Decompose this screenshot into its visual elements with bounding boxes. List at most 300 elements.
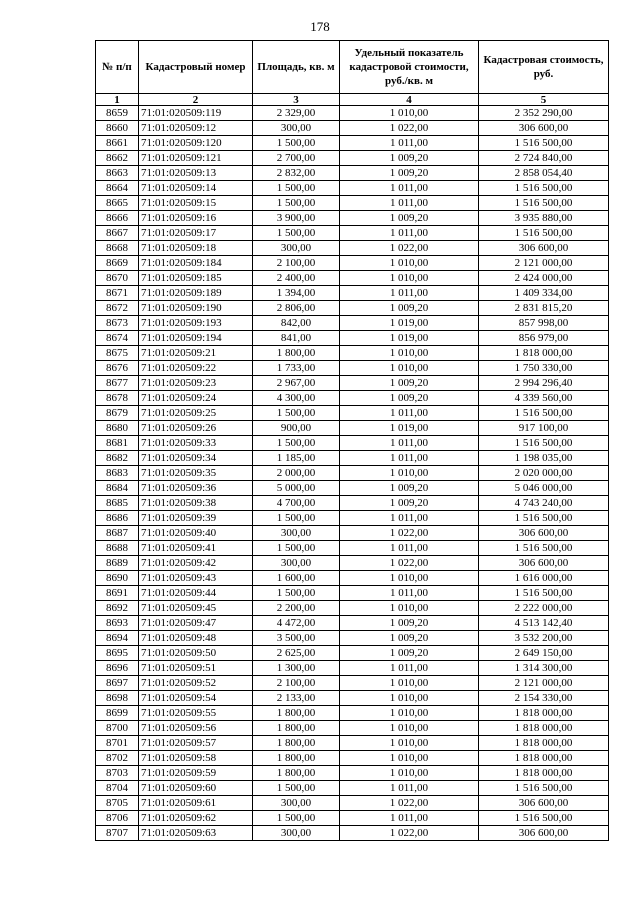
row-number-cell: 8685 — [96, 496, 139, 511]
cadastral-value-cell: 1 516 500,00 — [479, 136, 609, 151]
specific-value-cell: 1 011,00 — [340, 226, 479, 241]
area-cell: 2 329,00 — [253, 106, 340, 121]
row-number-cell: 8691 — [96, 586, 139, 601]
cadastral-number-cell: 71:01:020509:15 — [139, 196, 253, 211]
table-row — [96, 721, 609, 736]
cadastral-value-cell: 306 600,00 — [479, 241, 609, 256]
cadastral-number-cell: 71:01:020509:51 — [139, 661, 253, 676]
specific-value-cell: 1 011,00 — [340, 136, 479, 151]
specific-value-cell: 1 022,00 — [340, 121, 479, 136]
cadastral-number-cell: 71:01:020509:55 — [139, 706, 253, 721]
area-cell: 300,00 — [253, 526, 340, 541]
cadastral-number-cell: 71:01:020509:41 — [139, 541, 253, 556]
row-number-cell: 8696 — [96, 661, 139, 676]
specific-value-cell: 1 011,00 — [340, 661, 479, 676]
cadastral-number-cell: 71:01:020509:50 — [139, 646, 253, 661]
area-cell: 2 000,00 — [253, 466, 340, 481]
table-row — [96, 481, 609, 496]
cadastral-value-cell: 2 424 000,00 — [479, 271, 609, 286]
table-row — [96, 691, 609, 706]
cadastral-number-cell: 71:01:020509:56 — [139, 721, 253, 736]
area-cell: 2 400,00 — [253, 271, 340, 286]
area-cell: 1 500,00 — [253, 511, 340, 526]
cadastral-value-cell: 1 516 500,00 — [479, 586, 609, 601]
specific-value-cell: 1 010,00 — [340, 721, 479, 736]
area-cell: 1 500,00 — [253, 811, 340, 826]
area-cell: 1 185,00 — [253, 451, 340, 466]
area-cell: 1 500,00 — [253, 181, 340, 196]
row-number-cell: 8687 — [96, 526, 139, 541]
cadastral-value-cell: 4 339 560,00 — [479, 391, 609, 406]
row-number-cell: 8663 — [96, 166, 139, 181]
cadastral-number-cell: 71:01:020509:13 — [139, 166, 253, 181]
header-specific-value: Удельный показатель кадастровой стоимости, руб./кв. м — [340, 41, 479, 94]
table-row — [96, 766, 609, 781]
row-number-cell: 8689 — [96, 556, 139, 571]
specific-value-cell: 1 009,20 — [340, 211, 479, 226]
area-cell: 300,00 — [253, 796, 340, 811]
header-cadastral-number: Кадастровый номер — [139, 41, 253, 94]
cadastral-value-cell: 2 831 815,20 — [479, 301, 609, 316]
table-row — [96, 346, 609, 361]
area-cell: 300,00 — [253, 826, 340, 841]
table-row — [96, 541, 609, 556]
cadastral-number-cell: 71:01:020509:184 — [139, 256, 253, 271]
area-cell: 1 500,00 — [253, 136, 340, 151]
specific-value-cell: 1 022,00 — [340, 526, 479, 541]
specific-value-cell: 1 022,00 — [340, 241, 479, 256]
cadastral-value-cell: 1 516 500,00 — [479, 541, 609, 556]
area-cell: 300,00 — [253, 121, 340, 136]
table-row — [96, 676, 609, 691]
cadastral-number-cell: 71:01:020509:44 — [139, 586, 253, 601]
column-number: 4 — [340, 94, 479, 106]
cadastral-value-cell: 1 818 000,00 — [479, 766, 609, 781]
cadastral-number-cell: 71:01:020509:121 — [139, 151, 253, 166]
specific-value-cell: 1 010,00 — [340, 256, 479, 271]
cadastral-number-cell: 71:01:020509:193 — [139, 316, 253, 331]
table-row — [96, 166, 609, 181]
area-cell: 3 500,00 — [253, 631, 340, 646]
specific-value-cell: 1 010,00 — [340, 571, 479, 586]
specific-value-cell: 1 010,00 — [340, 736, 479, 751]
cadastral-number-cell: 71:01:020509:48 — [139, 631, 253, 646]
row-number-cell: 8680 — [96, 421, 139, 436]
table-row — [96, 511, 609, 526]
cadastral-number-cell: 71:01:020509:59 — [139, 766, 253, 781]
table-body — [96, 106, 609, 841]
cadastral-value-cell: 2 724 840,00 — [479, 151, 609, 166]
area-cell: 900,00 — [253, 421, 340, 436]
cadastral-value-cell: 1 516 500,00 — [479, 406, 609, 421]
cadastral-value-cell: 2 649 150,00 — [479, 646, 609, 661]
row-number-cell: 8697 — [96, 676, 139, 691]
cadastral-number-cell: 71:01:020509:42 — [139, 556, 253, 571]
cadastral-value-cell: 3 532 200,00 — [479, 631, 609, 646]
row-number-cell: 8704 — [96, 781, 139, 796]
table-row — [96, 661, 609, 676]
cadastral-number-cell: 71:01:020509:22 — [139, 361, 253, 376]
area-cell: 2 200,00 — [253, 601, 340, 616]
area-cell: 2 967,00 — [253, 376, 340, 391]
table-row — [96, 586, 609, 601]
row-number-cell: 8669 — [96, 256, 139, 271]
area-cell: 2 100,00 — [253, 676, 340, 691]
table-row — [96, 736, 609, 751]
specific-value-cell: 1 011,00 — [340, 196, 479, 211]
cadastral-value-cell: 1 516 500,00 — [479, 196, 609, 211]
cadastral-number-cell: 71:01:020509:52 — [139, 676, 253, 691]
specific-value-cell: 1 022,00 — [340, 556, 479, 571]
table-row — [96, 391, 609, 406]
table-row — [96, 451, 609, 466]
cadastral-number-cell: 71:01:020509:23 — [139, 376, 253, 391]
cadastral-value-cell: 306 600,00 — [479, 826, 609, 841]
cadastral-value-cell: 2 222 000,00 — [479, 601, 609, 616]
cadastral-number-cell: 71:01:020509:12 — [139, 121, 253, 136]
area-cell: 3 900,00 — [253, 211, 340, 226]
table-row — [96, 121, 609, 136]
row-number-cell: 8668 — [96, 241, 139, 256]
cadastral-number-cell: 71:01:020509:194 — [139, 331, 253, 346]
row-number-cell: 8664 — [96, 181, 139, 196]
table-row — [96, 256, 609, 271]
table-row — [96, 241, 609, 256]
table-row — [96, 286, 609, 301]
cadastral-number-cell: 71:01:020509:63 — [139, 826, 253, 841]
cadastral-number-cell: 71:01:020509:119 — [139, 106, 253, 121]
cadastral-number-cell: 71:01:020509:35 — [139, 466, 253, 481]
area-cell: 1 500,00 — [253, 436, 340, 451]
specific-value-cell: 1 010,00 — [340, 676, 479, 691]
table-row — [96, 211, 609, 226]
cadastral-value-cell: 306 600,00 — [479, 796, 609, 811]
row-number-cell: 8686 — [96, 511, 139, 526]
cadastral-number-cell: 71:01:020509:120 — [139, 136, 253, 151]
row-number-cell: 8679 — [96, 406, 139, 421]
specific-value-cell: 1 010,00 — [340, 106, 479, 121]
table-row — [96, 106, 609, 121]
row-number-cell: 8682 — [96, 451, 139, 466]
row-number-cell: 8661 — [96, 136, 139, 151]
area-cell: 1 500,00 — [253, 226, 340, 241]
specific-value-cell: 1 009,20 — [340, 376, 479, 391]
area-cell: 1 800,00 — [253, 736, 340, 751]
cadastral-value-cell: 306 600,00 — [479, 556, 609, 571]
row-number-cell: 8667 — [96, 226, 139, 241]
cadastral-number-cell: 71:01:020509:40 — [139, 526, 253, 541]
row-number-cell: 8674 — [96, 331, 139, 346]
row-number-cell: 8703 — [96, 766, 139, 781]
area-cell: 1 800,00 — [253, 346, 340, 361]
cadastral-value-cell: 1 818 000,00 — [479, 736, 609, 751]
specific-value-cell: 1 011,00 — [340, 406, 479, 421]
row-number-cell: 8705 — [96, 796, 139, 811]
area-cell: 1 500,00 — [253, 586, 340, 601]
cadastral-value-cell: 2 154 330,00 — [479, 691, 609, 706]
specific-value-cell: 1 009,20 — [340, 481, 479, 496]
row-number-cell: 8678 — [96, 391, 139, 406]
specific-value-cell: 1 011,00 — [340, 286, 479, 301]
table-row — [96, 136, 609, 151]
column-number: 1 — [96, 94, 139, 106]
cadastral-number-cell: 71:01:020509:45 — [139, 601, 253, 616]
cadastral-number-cell: 71:01:020509:18 — [139, 241, 253, 256]
row-number-cell: 8706 — [96, 811, 139, 826]
cadastral-number-cell: 71:01:020509:47 — [139, 616, 253, 631]
area-cell: 300,00 — [253, 241, 340, 256]
specific-value-cell: 1 011,00 — [340, 781, 479, 796]
cadastral-number-cell: 71:01:020509:189 — [139, 286, 253, 301]
specific-value-cell: 1 009,20 — [340, 151, 479, 166]
area-cell: 1 500,00 — [253, 196, 340, 211]
row-number-cell: 8688 — [96, 541, 139, 556]
cadastral-value-cell: 1 516 500,00 — [479, 226, 609, 241]
table-row — [96, 301, 609, 316]
table-row — [96, 601, 609, 616]
row-number-cell: 8672 — [96, 301, 139, 316]
cadastral-value-cell: 856 979,00 — [479, 331, 609, 346]
specific-value-cell: 1 010,00 — [340, 766, 479, 781]
cadastral-number-cell: 71:01:020509:60 — [139, 781, 253, 796]
table-row — [96, 151, 609, 166]
table-row — [96, 331, 609, 346]
specific-value-cell: 1 009,20 — [340, 631, 479, 646]
table-row — [96, 631, 609, 646]
specific-value-cell: 1 011,00 — [340, 541, 479, 556]
table-row — [96, 196, 609, 211]
row-number-cell: 8695 — [96, 646, 139, 661]
row-number-cell: 8681 — [96, 436, 139, 451]
cadastral-value-cell: 1 616 000,00 — [479, 571, 609, 586]
specific-value-cell: 1 010,00 — [340, 601, 479, 616]
table-row — [96, 361, 609, 376]
row-number-cell: 8683 — [96, 466, 139, 481]
specific-value-cell: 1 010,00 — [340, 346, 479, 361]
specific-value-cell: 1 010,00 — [340, 706, 479, 721]
cadastral-value-cell: 1 409 334,00 — [479, 286, 609, 301]
table-row — [96, 781, 609, 796]
cadastral-value-cell: 1 516 500,00 — [479, 511, 609, 526]
cadastral-number-cell: 71:01:020509:39 — [139, 511, 253, 526]
specific-value-cell: 1 010,00 — [340, 361, 479, 376]
specific-value-cell: 1 011,00 — [340, 586, 479, 601]
area-cell: 1 800,00 — [253, 751, 340, 766]
table-row — [96, 466, 609, 481]
column-number-row — [96, 94, 609, 106]
cadastral-number-cell: 71:01:020509:17 — [139, 226, 253, 241]
cadastral-value-cell: 5 046 000,00 — [479, 481, 609, 496]
cadastral-value-cell: 306 600,00 — [479, 121, 609, 136]
header-area: Площадь, кв. м — [253, 41, 340, 94]
row-number-cell: 8675 — [96, 346, 139, 361]
cadastral-number-cell: 71:01:020509:43 — [139, 571, 253, 586]
table-row — [96, 436, 609, 451]
specific-value-cell: 1 010,00 — [340, 271, 479, 286]
table-row — [96, 811, 609, 826]
cadastral-number-cell: 71:01:020509:26 — [139, 421, 253, 436]
cadastral-value-cell: 1 818 000,00 — [479, 346, 609, 361]
area-cell: 1 300,00 — [253, 661, 340, 676]
column-number: 2 — [139, 94, 253, 106]
area-cell: 1 733,00 — [253, 361, 340, 376]
specific-value-cell: 1 009,20 — [340, 616, 479, 631]
cadastral-number-cell: 71:01:020509:190 — [139, 301, 253, 316]
cadastral-number-cell: 71:01:020509:21 — [139, 346, 253, 361]
specific-value-cell: 1 009,20 — [340, 496, 479, 511]
cadastral-number-cell: 71:01:020509:54 — [139, 691, 253, 706]
area-cell: 4 700,00 — [253, 496, 340, 511]
table-row — [96, 406, 609, 421]
cadastral-value-cell: 2 858 054,40 — [479, 166, 609, 181]
area-cell: 841,00 — [253, 331, 340, 346]
row-number-cell: 8670 — [96, 271, 139, 286]
area-cell: 2 832,00 — [253, 166, 340, 181]
specific-value-cell: 1 019,00 — [340, 316, 479, 331]
cadastral-value-cell: 306 600,00 — [479, 526, 609, 541]
row-number-cell: 8693 — [96, 616, 139, 631]
area-cell: 1 800,00 — [253, 721, 340, 736]
cadastral-number-cell: 71:01:020509:16 — [139, 211, 253, 226]
cadastral-number-cell: 71:01:020509:14 — [139, 181, 253, 196]
row-number-cell: 8699 — [96, 706, 139, 721]
area-cell: 2 700,00 — [253, 151, 340, 166]
row-number-cell: 8690 — [96, 571, 139, 586]
area-cell: 5 000,00 — [253, 481, 340, 496]
area-cell: 2 625,00 — [253, 646, 340, 661]
table-row — [96, 226, 609, 241]
table-row — [96, 826, 609, 841]
area-cell: 300,00 — [253, 556, 340, 571]
cadastral-number-cell: 71:01:020509:62 — [139, 811, 253, 826]
cadastral-number-cell: 71:01:020509:38 — [139, 496, 253, 511]
specific-value-cell: 1 010,00 — [340, 751, 479, 766]
specific-value-cell: 1 019,00 — [340, 421, 479, 436]
table-row — [96, 526, 609, 541]
cadastral-value-cell: 1 818 000,00 — [479, 706, 609, 721]
area-cell: 1 500,00 — [253, 406, 340, 421]
cadastral-value-cell: 2 121 000,00 — [479, 676, 609, 691]
area-cell: 2 806,00 — [253, 301, 340, 316]
specific-value-cell: 1 011,00 — [340, 436, 479, 451]
cadastral-value-cell: 1 314 300,00 — [479, 661, 609, 676]
specific-value-cell: 1 019,00 — [340, 331, 479, 346]
row-number-cell: 8684 — [96, 481, 139, 496]
specific-value-cell: 1 009,20 — [340, 301, 479, 316]
cadastral-number-cell: 71:01:020509:58 — [139, 751, 253, 766]
cadastral-value-cell: 1 818 000,00 — [479, 721, 609, 736]
area-cell: 1 800,00 — [253, 766, 340, 781]
row-number-cell: 8659 — [96, 106, 139, 121]
cadastral-value-table — [95, 40, 609, 841]
table-row — [96, 421, 609, 436]
cadastral-value-cell: 1 516 500,00 — [479, 181, 609, 196]
specific-value-cell: 1 010,00 — [340, 691, 479, 706]
cadastral-value-cell: 857 998,00 — [479, 316, 609, 331]
table-row — [96, 571, 609, 586]
row-number-cell: 8692 — [96, 601, 139, 616]
area-cell: 2 133,00 — [253, 691, 340, 706]
cadastral-value-cell: 1 750 330,00 — [479, 361, 609, 376]
table-row — [96, 616, 609, 631]
specific-value-cell: 1 011,00 — [340, 511, 479, 526]
cadastral-number-cell: 71:01:020509:33 — [139, 436, 253, 451]
row-number-cell: 8673 — [96, 316, 139, 331]
row-number-cell: 8660 — [96, 121, 139, 136]
header-cadastral-value: Кадастровая стоимость, руб. — [479, 41, 609, 94]
row-number-cell: 8701 — [96, 736, 139, 751]
cadastral-value-cell: 2 352 290,00 — [479, 106, 609, 121]
table-header — [96, 41, 609, 106]
cadastral-value-cell: 2 994 296,40 — [479, 376, 609, 391]
table-row — [96, 706, 609, 721]
specific-value-cell: 1 011,00 — [340, 181, 479, 196]
area-cell: 4 300,00 — [253, 391, 340, 406]
row-number-cell: 8698 — [96, 691, 139, 706]
table-row — [96, 316, 609, 331]
cadastral-value-cell: 2 121 000,00 — [479, 256, 609, 271]
area-cell: 1 394,00 — [253, 286, 340, 301]
specific-value-cell: 1 010,00 — [340, 466, 479, 481]
cadastral-value-cell: 4 513 142,40 — [479, 616, 609, 631]
row-number-cell: 8671 — [96, 286, 139, 301]
page-number: 178 — [310, 19, 330, 34]
area-cell: 4 472,00 — [253, 616, 340, 631]
column-number: 3 — [253, 94, 340, 106]
cadastral-value-cell: 1 516 500,00 — [479, 811, 609, 826]
cadastral-value-cell: 1 198 035,00 — [479, 451, 609, 466]
row-number-cell: 8702 — [96, 751, 139, 766]
specific-value-cell: 1 022,00 — [340, 826, 479, 841]
cadastral-value-cell: 4 743 240,00 — [479, 496, 609, 511]
row-number-cell: 8707 — [96, 826, 139, 841]
area-cell: 1 500,00 — [253, 541, 340, 556]
row-number-cell: 8662 — [96, 151, 139, 166]
area-cell: 1 500,00 — [253, 781, 340, 796]
table-row — [96, 376, 609, 391]
specific-value-cell: 1 009,20 — [340, 166, 479, 181]
specific-value-cell: 1 011,00 — [340, 811, 479, 826]
table-row — [96, 181, 609, 196]
cadastral-value-cell: 917 100,00 — [479, 421, 609, 436]
table-row — [96, 271, 609, 286]
header-row-number: № п/п — [96, 41, 139, 94]
area-cell: 2 100,00 — [253, 256, 340, 271]
cadastral-number-cell: 71:01:020509:185 — [139, 271, 253, 286]
table-row — [96, 496, 609, 511]
row-number-cell: 8677 — [96, 376, 139, 391]
row-number-cell: 8694 — [96, 631, 139, 646]
cadastral-value-cell: 1 818 000,00 — [479, 751, 609, 766]
cadastral-value-cell: 3 935 880,00 — [479, 211, 609, 226]
table-row — [96, 796, 609, 811]
header-row — [96, 41, 609, 94]
specific-value-cell: 1 011,00 — [340, 451, 479, 466]
cadastral-number-cell: 71:01:020509:24 — [139, 391, 253, 406]
table-row — [96, 646, 609, 661]
column-number: 5 — [479, 94, 609, 106]
cadastral-number-cell: 71:01:020509:36 — [139, 481, 253, 496]
row-number-cell: 8666 — [96, 211, 139, 226]
cadastral-number-cell: 71:01:020509:34 — [139, 451, 253, 466]
table-row — [96, 751, 609, 766]
table-row — [96, 556, 609, 571]
cadastral-value-cell: 1 516 500,00 — [479, 781, 609, 796]
cadastral-number-cell: 71:01:020509:57 — [139, 736, 253, 751]
row-number-cell: 8676 — [96, 361, 139, 376]
area-cell: 1 600,00 — [253, 571, 340, 586]
specific-value-cell: 1 009,20 — [340, 391, 479, 406]
